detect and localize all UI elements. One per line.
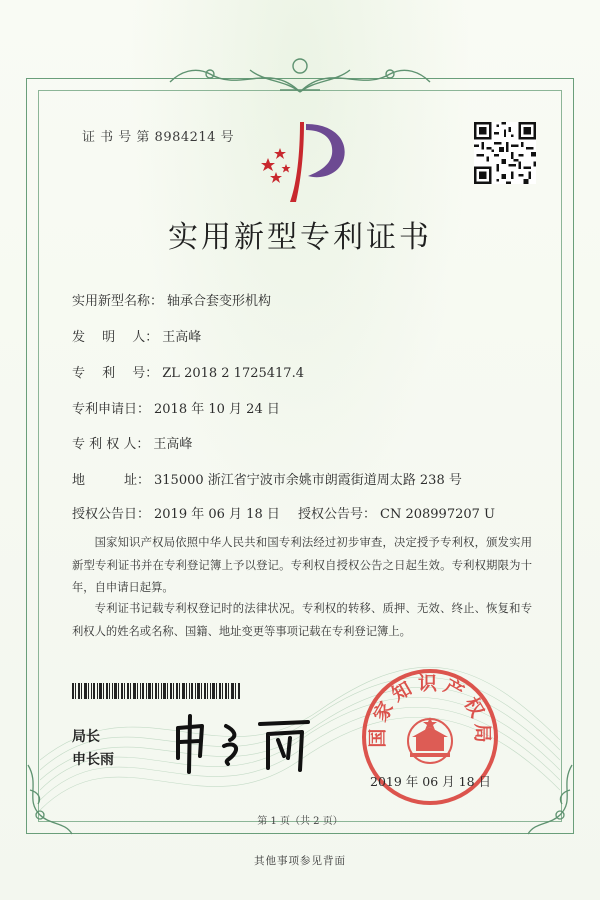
certificate-number-suffix: 号 xyxy=(220,130,235,145)
field-grant-date xyxy=(72,503,280,522)
field-patent-number xyxy=(72,362,304,381)
patent-number-label: 专 利 号： xyxy=(72,366,159,381)
field-address xyxy=(72,469,462,488)
page-number: 第 1 页（共 2 页） xyxy=(257,816,343,827)
certificate-title: 实用新型专利证书 xyxy=(168,220,432,255)
field-grant-number xyxy=(298,503,495,522)
address-label: 地 址： xyxy=(72,473,151,488)
cnipa-logo xyxy=(256,118,350,204)
body-paragraph-1: 国家知识产权局依照中华人民共和国专利法经过初步审查，决定授予专利权，颁发实用新型专利证书并在专利登记簿上予以登记。专利权自授权公告之日起生效。专利权期限为十年，自申请日起算。 xyxy=(72,536,532,594)
grant-number-value: CN 208997207 U xyxy=(380,507,495,522)
patentee-value: 王高峰 xyxy=(153,437,193,452)
grant-date-value: 2019 年 06 月 18 日 xyxy=(154,507,280,522)
model-name-value: 轴承合套变形机构 xyxy=(167,294,272,309)
patentee-label: 专 利 权 人： xyxy=(72,437,150,452)
inventor-value: 王高峰 xyxy=(162,330,202,345)
barcode xyxy=(72,683,240,699)
issue-date: 2019 年 06 月 18 日 xyxy=(370,774,491,789)
director-signature xyxy=(168,712,318,776)
body-paragraph-2: 专利证书记载专利权登记时的法律状况。专利权的转移、质押、无效、终止、恢复和专利权人的姓名或名称、国籍、地址变更等事项记载在专利登记簿上。 xyxy=(72,602,532,638)
model-name-label: 实用新型名称： xyxy=(72,294,164,309)
footer-note: 其他事项参见背面 xyxy=(254,855,346,867)
filing-date-label: 专利申请日： xyxy=(72,402,151,417)
field-filing-date xyxy=(72,398,280,417)
address-value: 315000 浙江省宁波市余姚市朗霞街道周太路 238 号 xyxy=(154,473,462,488)
certificate-number-value: 8984214 xyxy=(154,130,216,145)
patent-number-value: ZL 2018 2 1725417.4 xyxy=(162,366,304,381)
qr-code xyxy=(474,122,536,184)
field-inventor xyxy=(72,326,201,345)
seal-text: 国家知识产权局 xyxy=(366,672,494,748)
top-ornament xyxy=(150,52,450,98)
director-title: 局长 xyxy=(72,729,100,745)
filing-date-value: 2018 年 10 月 24 日 xyxy=(154,402,280,417)
grant-number-label: 授权公告号： xyxy=(298,507,377,522)
grant-date-label: 授权公告日： xyxy=(72,507,151,522)
certificate-number xyxy=(82,126,234,145)
certificate-number-label: 证 书 号 第 xyxy=(82,130,150,145)
director-name: 申长雨 xyxy=(72,752,114,768)
inventor-label: 发 明 人： xyxy=(72,330,159,345)
field-model-name xyxy=(72,290,271,309)
field-patentee xyxy=(72,433,192,452)
